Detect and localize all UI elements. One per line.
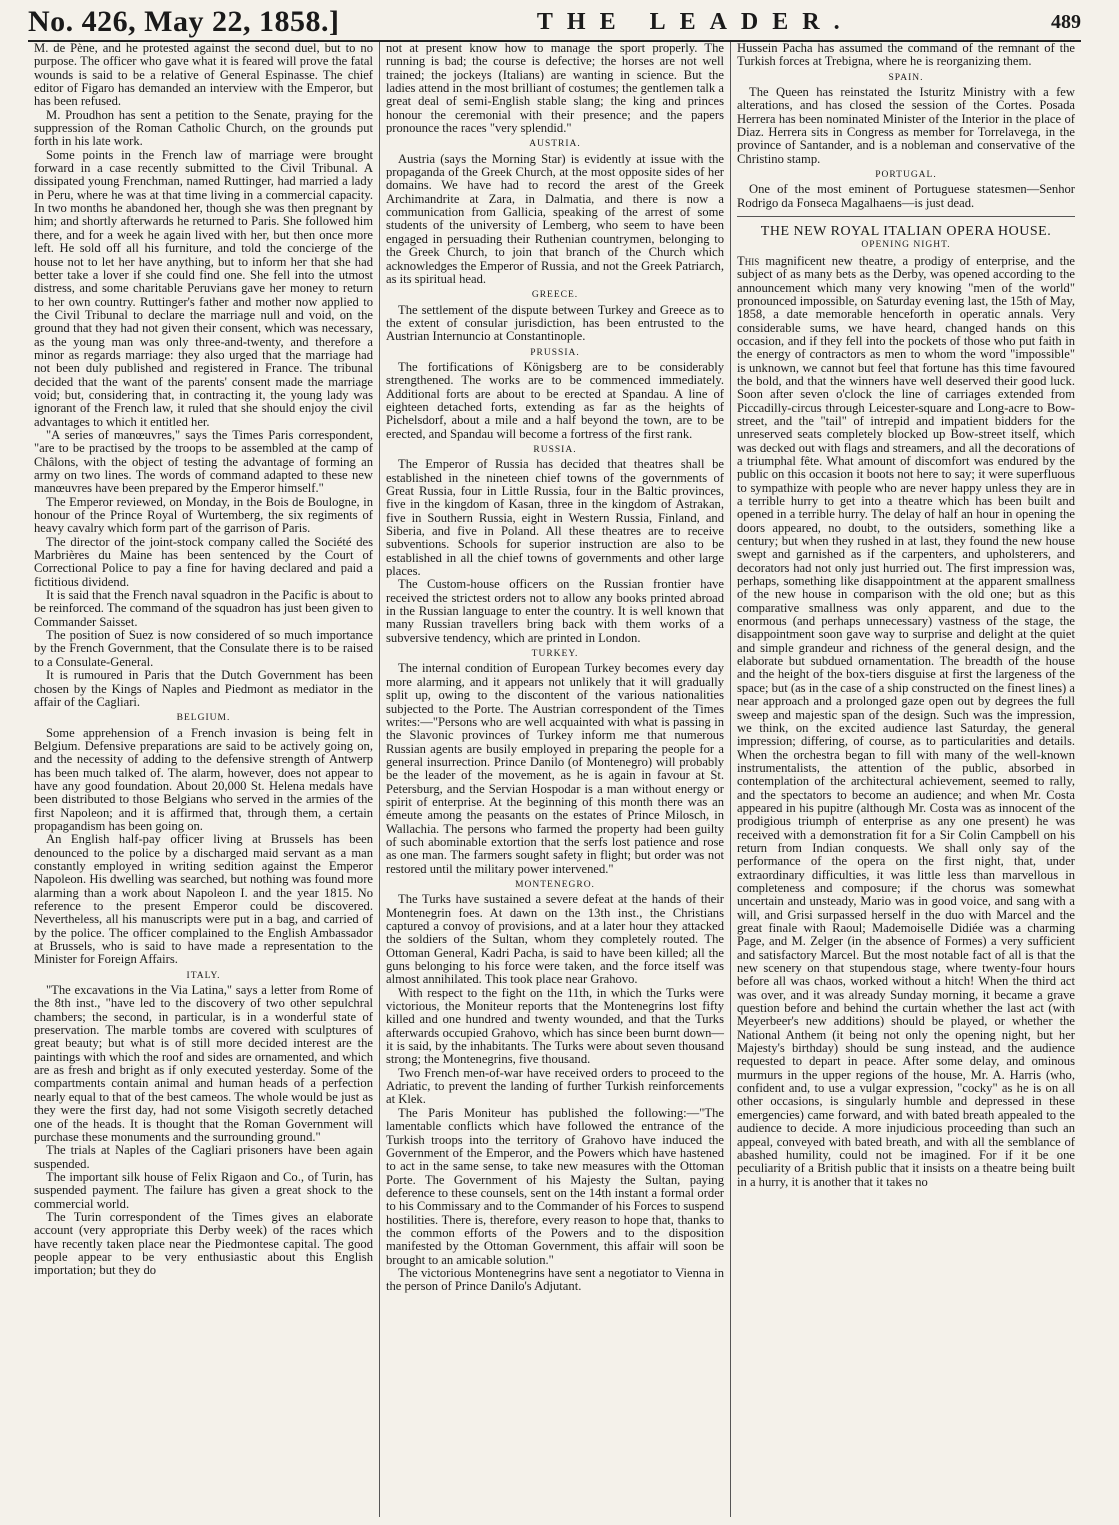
paragraph: The settlement of the dispute between Turkey and Greece as to the extent of consular jurisdiction, has been entrusted to the Austrian Internuncio at Constantinople. (386, 302, 724, 344)
section-heading-portugal: PORTUGAL. (875, 170, 937, 181)
paragraph: With respect to the fight on the 11th, in which the Turks were victorious, the Moniteur reports that the Montenegrins lost fifty killed and one hundred and twenty wounded, and that the Turks afterwards occupied Grahovo, which has since been burnt down—it is said, by the inhabitants. The Turks were about seven thousand strong; the Montenegrins, five thousand. (386, 985, 724, 1067)
paragraph: The director of the joint-stock company called the Société des Marbrières du Maine has been sentenced by the Court of Correctional Police to pay a fine for having declared and paid a fictitious dividend. (34, 534, 373, 589)
section-heading-greece: GREECE. (531, 290, 579, 301)
paragraph: "A series of manœuvres," says the Times Paris correspondent, "are to be practised by the troops to be assembled at the camp of Châlons, with the object of testing the advantage of forming an army on two lines. The words of command adapted to these new manœuvres have been prepared by the Emperor himself." (34, 427, 373, 496)
paragraph: Some apprehension of a French invasion is being felt in Belgium. Defensive preparations are said to be actively going on, and the necessity of adding to the defensive strength of Antwerp has been much talked of. The alarm, however, does not appear to have any good foundation. About 20,000 St. Helena medals have been distributed to those Belgians who served in the armies of the first Napoleon; and it is affirmed that, through them, a certain propagandism has been going on. (34, 725, 373, 833)
paragraph: M. de Pène, and he protested against the second duel, but to no purpose. The officer who gave what it is feared will prove the fatal wounds is said to be a relative of General Espinasse. The chief editor of Figaro has demanded an interview with the Emperor, but has been refused. (34, 42, 373, 109)
paragraph: The Queen has reinstated the Isturitz Ministry with a few alterations, and has closed the session of the Cortes. Posada Herrera has been nominated Minister of the Interior in the place of Diaz. Herrera sits in Congress as member for Torrelavega, in the province of Santander, and is a nobleman and conservative of the Christino stamp. (737, 85, 1075, 166)
paragraph: The trials at Naples of the Cagliari prisoners have been again suspended. (34, 1143, 373, 1171)
paragraph: M. Proudhon has sent a petition to the Senate, praying for the suppression of the Roman Catholic Church, on the grounds put forth in his late work. (34, 107, 373, 149)
paragraph: Two French men-of-war have received orders to proceed to the Adriatic, to prevent the landing of further Turkish reinforcements at Klek. (386, 1065, 724, 1107)
paragraph: The internal condition of European Turkey becomes every day more alarming, and it appears not unlikely that it will gradually split up, owing to the discontent of the various nationalities subjected to the Porte. The Austrian correspondent of the Times writes:—"Persons who are well acquainted with what is passing in the Slavonic provinces of Turkey inform me that numerous Russian agents are busily employed in preparing the people for a general insurrection. Prince Danilo (of Montenegro) will probably be the leader of the movement, as he is again in favour at St. Petersburg, and the Servian Hospodar is a man without energy or spirit of enterprise. At the beginning of this month there was an émeute among the peasants on the estates of Prince Milosch, in Wallachia. The persons who farmed the property had been guilty of such abominable extortion that the serfs lost patience and rose as one man. The farmers sought safety in flight; but order was not restored until the military power intervened." (386, 661, 724, 876)
paragraph: One of the most eminent of Portuguese statesmen—Senhor Rodrigo da Fonseca Magalhaens—is just dead. (737, 182, 1075, 210)
section-heading-russia: RUSSIA. (533, 444, 577, 455)
column-3 (730, 42, 1081, 1517)
paragraph: It is rumoured in Paris that the Dutch Government has been chosen by the Kings of Naples and Piedmont as mediator in the affair of the Cagliari. (34, 668, 373, 709)
paragraph: It is said that the French naval squadron in the Pacific is about to be reinforced. The command of the squadron has just been given to Commander Saisset. (34, 588, 373, 629)
paragraph: "The excavations in the Via Latina," says a letter from Rome of the 8th inst., "have led to the discovery of two other sepulchral chambers; the second, in particular, is in a wonderful state of preservation. The marble tombs are covered with sculptures of great beauty; but what is of still more decided interest are the paintings with which the roof and sides are ornamented, and which are as fresh and bright as if only executed yesterday. Some of the compartments contain animal and human heads of a perfection nearly equal to that of the best cameos. The whole would be just as they were the first day, had not some Visigoth secretly detached one of the heads. It is thought that the Roman Government will purchase these monuments and the surrounding ground." (34, 983, 373, 1144)
article-subheading: OPENING NIGHT. (861, 240, 951, 251)
paragraph: The Emperor reviewed, on Monday, in the Bois de Boulogne, in honour of the Prince Royal of Wurtemberg, the six regiments of heavy cavalry which form part of the garrison of Paris. (34, 494, 373, 536)
paragraph: The Turin correspondent of the Times gives an elaborate account (very appropriate this Derby week) of the races which have recently taken place near the Piedmontese capital. The good people appear to be very enthusiastic about this English importation; but they do (34, 1209, 373, 1278)
newspaper-title: THE LEADER. (536, 9, 854, 35)
paragraph: The important silk house of Felix Rigaon and Co., of Turin, has suspended payment. The failure has given a great shock to the commercial world. (34, 1169, 373, 1211)
section-heading-italy: ITALY. (186, 970, 221, 981)
section-heading-spain: SPAIN. (888, 72, 924, 83)
paragraph: The Custom-house officers on the Russian frontier have received the strictest orders not to allow any books printed abroad in the Russian language to enter the country. It is well known that many Russian travellers bring back with them works of a subversive tendency, which are printed in London. (386, 577, 724, 645)
section-heading-belgium: BELGIUM. (176, 713, 231, 724)
section-heading-montenegro: MONTENEGRO. (515, 879, 595, 890)
article-columns (28, 42, 1081, 1517)
paragraph: Hussein Pacha has assumed the command of the remnant of the Turkish forces at Trebigna, where he is reorganizing them. (737, 42, 1075, 69)
lead-word: This (737, 253, 760, 268)
paragraph: The fortifications of Königsberg are to be considerably strengthened. The works are to be commenced immediately. Additional forts are about to be erected at Spandau. A line of eighteen detached forts, extending as far as the heights of Pichelsdorf, about a mile and a half beyond the town, are to be erected, and Spandau will become a fortress of the first rank. (386, 359, 724, 441)
column-1 (28, 42, 379, 1517)
article-text: magnificent new theatre, a prodigy of enterprise, and the subject of as many bets as the Derby, was opened according to the announcement which many very knowing "men of the world" pronounced impossible, on Saturday evening last, the 15th of May, 1858, a date memorable henceforth in operatic annals. Very considerable sums, we have heard, changed hands on this occasion, and if they fell into the pockets of those who put faith in the energy of contractors as men to whom the word "impossible" is unknown, we cannot but feel that fortune has this time favoured the bold, and that the winners have well deserved their good luck. Soon after seven o'clock the line of carriages extended from Piccadilly-circus through Leicester-square and Long-acre to Bow-street, and the "tail" of intrepid and impatient bidders for the unreserved seats completely blocked up Bow-street itself, which was decked out with flags and streamers, and all the decorations of a triumphal fête. What amount of discomfort was endured by the public on this occasion it boots not here to say; it were superfluous to sympathize with people who are never happy unless they are in a terrible hurry to get into a theatre which has been built and opened in a terrible hurry. The delay of half an hour in opening the doors appeared, no doubt, to the outsiders, something like a century; but when they rushed in at last, they found the new house swept and garnished as if the carpenters, and upholsterers, and decorators had not only just hurried out. The first impression was, perhaps, something like disappointment at the apparent smallness of the new house in comparison with the old one; but as this comparative smallness was only apparent, and due to the enormous (and perhaps unnecessary) vastness of the stage, the disappointment soon gave way to surprise and delight at the quiet and simple grandeur and richness of the general design, and the elaborate but subdued ornamentation. The breadth of the house and the height of the box-tiers disguise at first the largeness of the space; but (as in the case of a ship constructed on the finest lines) a near approach and a prolonged gaze open out by degrees the full sweep and majestic span of the design. Such was the impression, we think, on the excited audience last Saturday, the general impression; differing, of course, as to particularities and details. When the orchestra began to fill with many of the well-known instrumentalists, the attention of the public, absorbed in contemplation of the architectural achievement, seemed to rally, and the spectators to become an audience; and when Mr. Costa appeared in his pupitre (although Mr. Costa was as innocent of the prodigious triumph of enterprise as any one present) he was received with a demonstration fit for a Sir Colin Campbell on his return from Indian conquests. We shall only say of the performance of the opera on the first night, that, under extraordinary difficulties, it was little less than marvellous in completeness and composure; if the chorus was somewhat uncertain and unsteady, Mario was in good voice, and sang with a will, and Grisi surpassed herself in the duo with Marcel and the great finale with Raoul; Mademoiselle Didiée was a charming Page, and M. Zelger (in the absence of Formes) a very sufficient and satisfactory Marcel. But the most notable fact of all is that the new scenery on that stupendous stage, where twenty-four hours before all was chaos, worked without a hitch! When the third act was over, and it was already Sunday morning, it became a grave question before and behind the curtain whether the last act (with Meyerbeer's new additions) should be played, or whether the National Anthem (it being not only the opening night, but her Majesty's birthday) should be sung instead, and the audience requested to depart in peace. After some delay, and ominous murmurs in the upper regions of the house, Mr. A. Harris (who, confident and, to use a vulgar expression, "cocky" as he is on all other occasions, is singularly humble and depressed in these emergencies) came forward, and with bated breath appealed to the audience to decide. A more injudicious proceeding than such an appeal, conveyed with bated breath, and with all the semblance of abashed humility, could not be imagined. For if it be one peculiarity of a British public that it insists on a theatre being built in a hurry, it is another that it takes no (737, 253, 1075, 1189)
paragraph: Some points in the French law of marriage were brought forward in a case recently submitted to the Civil Tribunal. A dissipated young Frenchman, named Ruttinger, had married a lady in Peru, where he was at that time living in a commercial capacity. In two months he abandoned her, though she was then pregnant by him; and shortly afterwards he returned to Paris. She followed him there, and for a week he again lived with her, but then once more left. He sold off all his furniture, and told the concierge of the house not to let her have anything, but to inform her that she had better take a lover if she could find one. She fell into the utmost distress, and some charitable Peruvians gave her money to return to her own country. Ruttinger's father and mother now applied to the Civil Tribunal to declare the marriage null and void, on the ground that they had not given their consent, which was necessary, as the young man was only three-and-twenty, and therefore a minor as regards marriage: they also urged that the marriage had not been duly published and registered in France. The tribunal decided that the want of the parents' consent made the marriage void; but, considering that, in contracting it, the young lady was ignorant of the French law, it ruled that she should enjoy the civil advantages to which it entitled her. (34, 147, 373, 429)
paragraph: not at present know how to manage the sport properly. The running is bad; the course is defective; the horses are not well trained; the jockeys (Italians) are wanting in science. But the ladies attend in the most brilliant of costumes; the gentlemen talk a great deal of semi-English stable slang; the king and princes honour the ceremonial with their presence; and the papers pronounce the races "very splendid." (386, 42, 724, 136)
masthead (28, 0, 1081, 42)
section-heading-prussia: PRUSSIA. (530, 347, 580, 358)
paragraph: The Paris Moniteur has published the following:—"The lamentable conflicts which have followed the entrance of the Turkish troops into the territory of Grahovo have induced the Government of the Emperor, and the Powers which have hastened to act in the same sense, to take new measures with the Ottoman Porte. The Government of his Majesty the Sultan, paying deference to these counsels, sent on the 14th instant a formal order to his Commissary and to the Commander of his Forces to suspend hostilities. There is, therefore, every reason to hope that, thanks to the common efforts of the Powers and to the disposition manifested by the Ottoman Government, this affair will soon be brought to an amicable solution." (386, 1105, 724, 1267)
paragraph: Austria (says the Morning Star) is evidently at issue with the propaganda of the Greek Church, at the most opposite sides of her domains. We have had to record the arest of the Greek Archimandrite at Zara, in Dalmatia, and there is now a communication from Gallicia, speaking of the arrest of some students of the university of Lemberg, who seem to have been engaged in persuading their Ruthenian countrymen, belonging to the Greek Church, to join that branch of the Church which acknowledges the Emperor of Russia, and not the Greek Patriarch, as its spiritual head. (386, 151, 724, 286)
paragraph: An English half-pay officer living at Brussels has been denounced to the police by a discharged maid servant as a man constantly employed in writing sedition against the Emperor Napoleon. His dwelling was searched, but nothing was found more alarming than a work about Napoleon I. and the year 1815. No reference to the present Emperor could be discovered. Nevertheless, all his manuscripts were put in a bag, and carried of by the police. The officer complained to the English Ambassador at Brussels, who is said to have made a representation to the Minister for Foreign Affairs. (34, 832, 373, 967)
article-body (737, 255, 1075, 1189)
section-heading-turkey: TURKEY. (531, 649, 579, 660)
paragraph: The victorious Montenegrins have sent a negotiator to Vienna in the person of Prince Danilo's Adjutant. (386, 1265, 724, 1294)
paragraph: The position of Suez is now considered of so much importance by the French Government, that the Consulate there is to be raised to a Consulate-General. (34, 628, 373, 669)
paragraph: The Turks have sustained a severe defeat at the hands of their Montenegrin foes. At dawn on the 13th inst., the Christians captured a convoy of provisions, and at a later hour they attacked the soldiers of the Sultan, whom they completely routed. The Ottoman General, Kadri Pacha, is said to have been killed; all the guns belonging to his force were taken, and the force itself was almost annihilated. This took place near Grahovo. (386, 892, 724, 987)
issue-date: No. 426, May 22, 1858.] (28, 5, 340, 38)
article-headline: THE NEW ROYAL ITALIAN OPERA HOUSE. (737, 216, 1075, 238)
page-number: 489 (1051, 11, 1081, 33)
section-heading-austria: AUSTRIA. (529, 139, 581, 150)
paragraph: The Emperor of Russia has decided that theatres shall be established in the nineteen chief towns of the governments of Great Russia, four in Little Russia, four in the Baltic provinces, five in the kingdom of Kasan, three in the kingdom of Astrakan, five in Southern Russia, eight in Western Russia, Finland, and Siberia, and five in Poland. All these theatres are to receive subventions. Schools for superior instruction are also to be established in all the chief towns of governments and other large places. (386, 457, 724, 579)
column-2 (379, 42, 730, 1517)
